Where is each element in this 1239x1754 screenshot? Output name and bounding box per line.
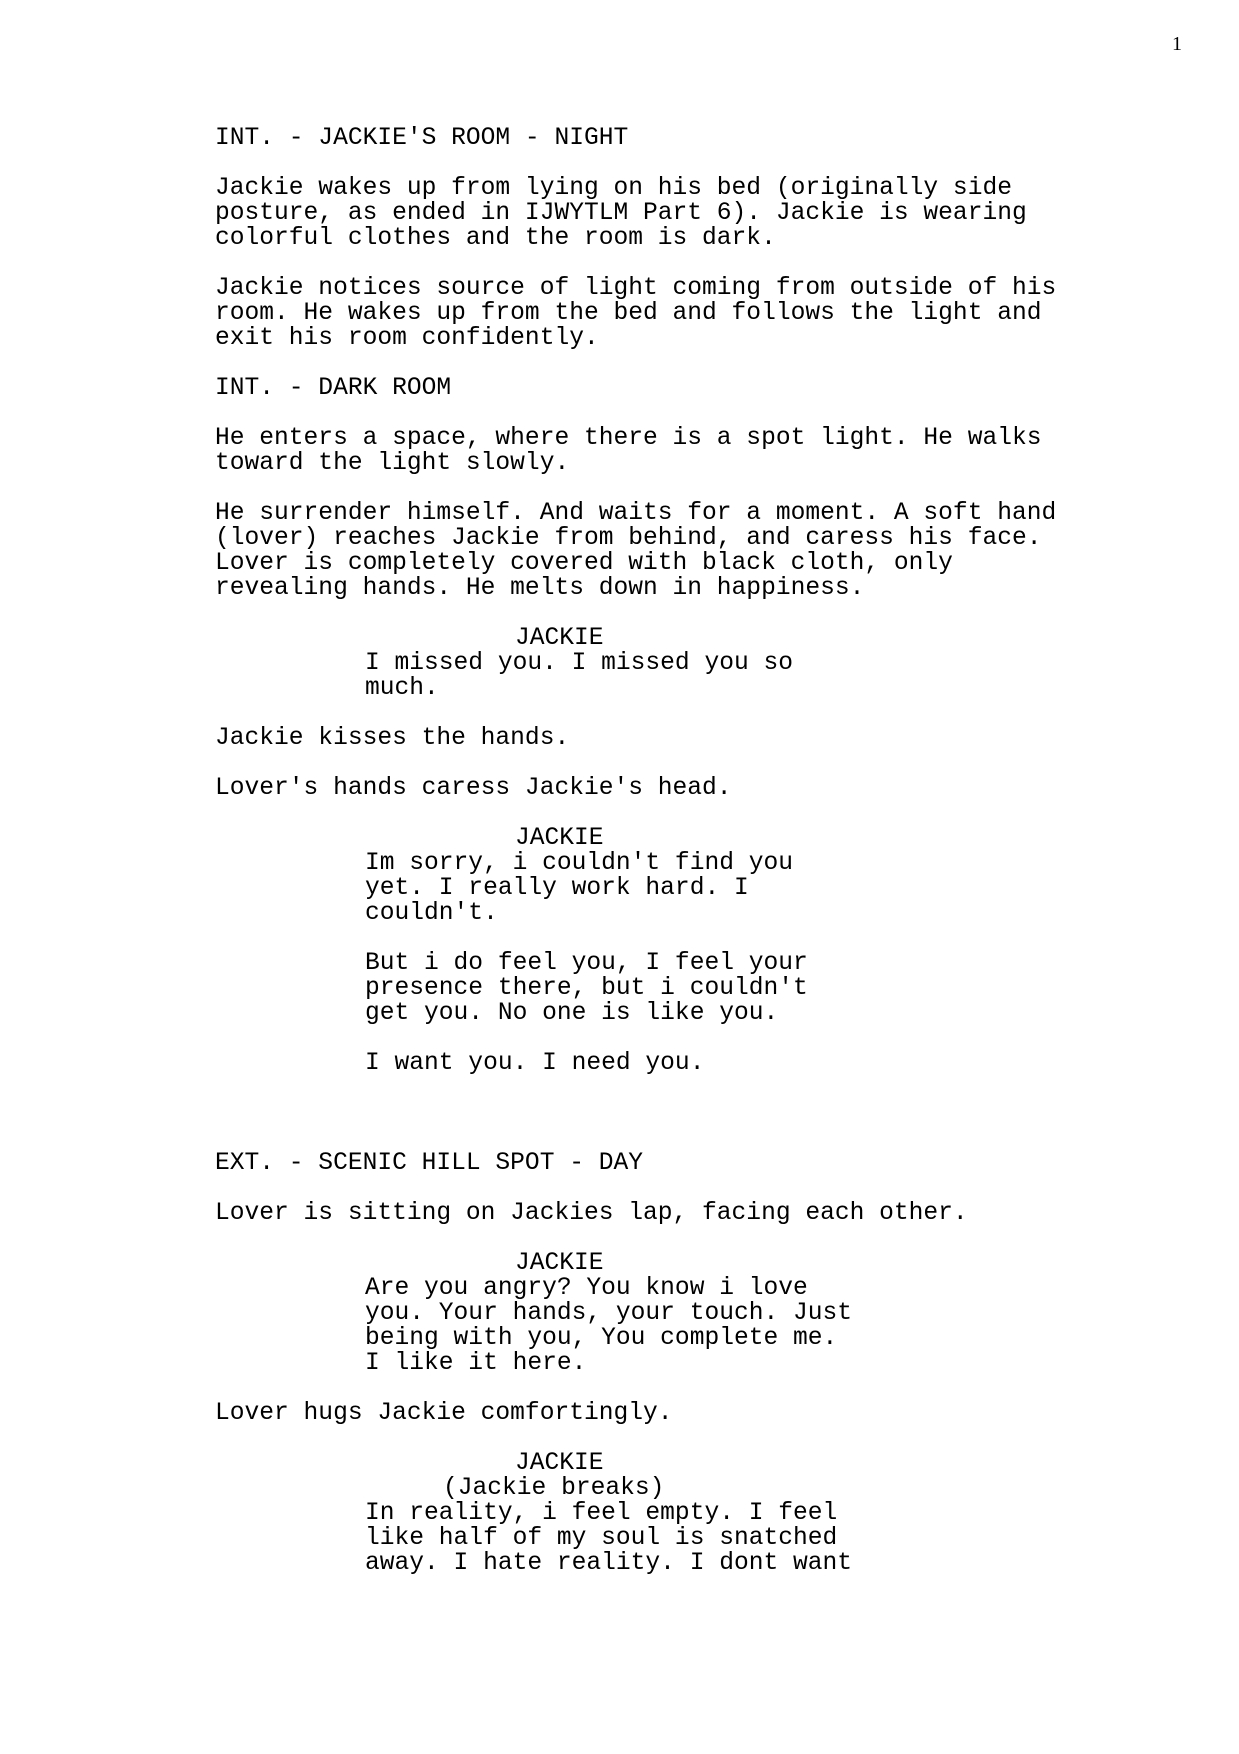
action-line: Lover's hands caress Jackie's head. — [215, 775, 732, 802]
action-line: Jackie notices source of light coming from outside of his room. He wakes up from the bed and follows the light and exit his room confidently. — [215, 275, 1057, 352]
action-line: He surrender himself. And waits for a moment. A soft hand (lover) reaches Jackie from behind, and caress his face. Lover is completely covered with black cloth, only revealing hands. He melts down in happiness. — [215, 500, 1057, 602]
scene-heading: INT. - JACKIE'S ROOM - NIGHT — [215, 125, 629, 152]
screenplay-body — [215, 126, 1115, 1576]
page-number: 1 — [1172, 33, 1182, 55]
scene-heading: INT. - DARK ROOM — [215, 375, 452, 402]
dialogue-line: I missed you. I missed you so much. — [365, 650, 794, 702]
scene-heading: EXT. - SCENIC HILL SPOT - DAY — [215, 1150, 644, 1177]
character-name: JACKIE — [515, 625, 604, 652]
character-name: JACKIE — [515, 1250, 604, 1277]
dialogue-line: I want you. I need you. — [365, 1050, 705, 1077]
dialogue-line: Are you angry? You know i love you. Your hands, your touch. Just being with you, You complete me. I like it here. — [365, 1275, 853, 1377]
action-line: Lover hugs Jackie comfortingly. — [215, 1400, 673, 1427]
dialogue-line: Im sorry, i couldn't find you yet. I really work hard. I couldn't. — [365, 850, 794, 927]
action-line: He enters a space, where there is a spot light. He walks toward the light slowly. — [215, 425, 1042, 477]
action-line: Jackie kisses the hands. — [215, 725, 570, 752]
parenthetical: (Jackie breaks) — [443, 1475, 665, 1502]
dialogue-line: But i do feel you, I feel your presence there, but i couldn't get you. No one is like you. — [365, 950, 808, 1027]
action-line: Jackie wakes up from lying on his bed (originally side posture, as ended in IJWYTLM Part 6). Jackie is wearing colorful clothes and the room is dark. — [215, 175, 1027, 252]
character-name: JACKIE — [515, 1450, 604, 1477]
dialogue-line: In reality, i feel empty. I feel like half of my soul is snatched away. I hate reality. I dont want — [365, 1500, 853, 1577]
character-name: JACKIE — [515, 825, 604, 852]
action-line: Lover is sitting on Jackies lap, facing each other. — [215, 1200, 968, 1227]
